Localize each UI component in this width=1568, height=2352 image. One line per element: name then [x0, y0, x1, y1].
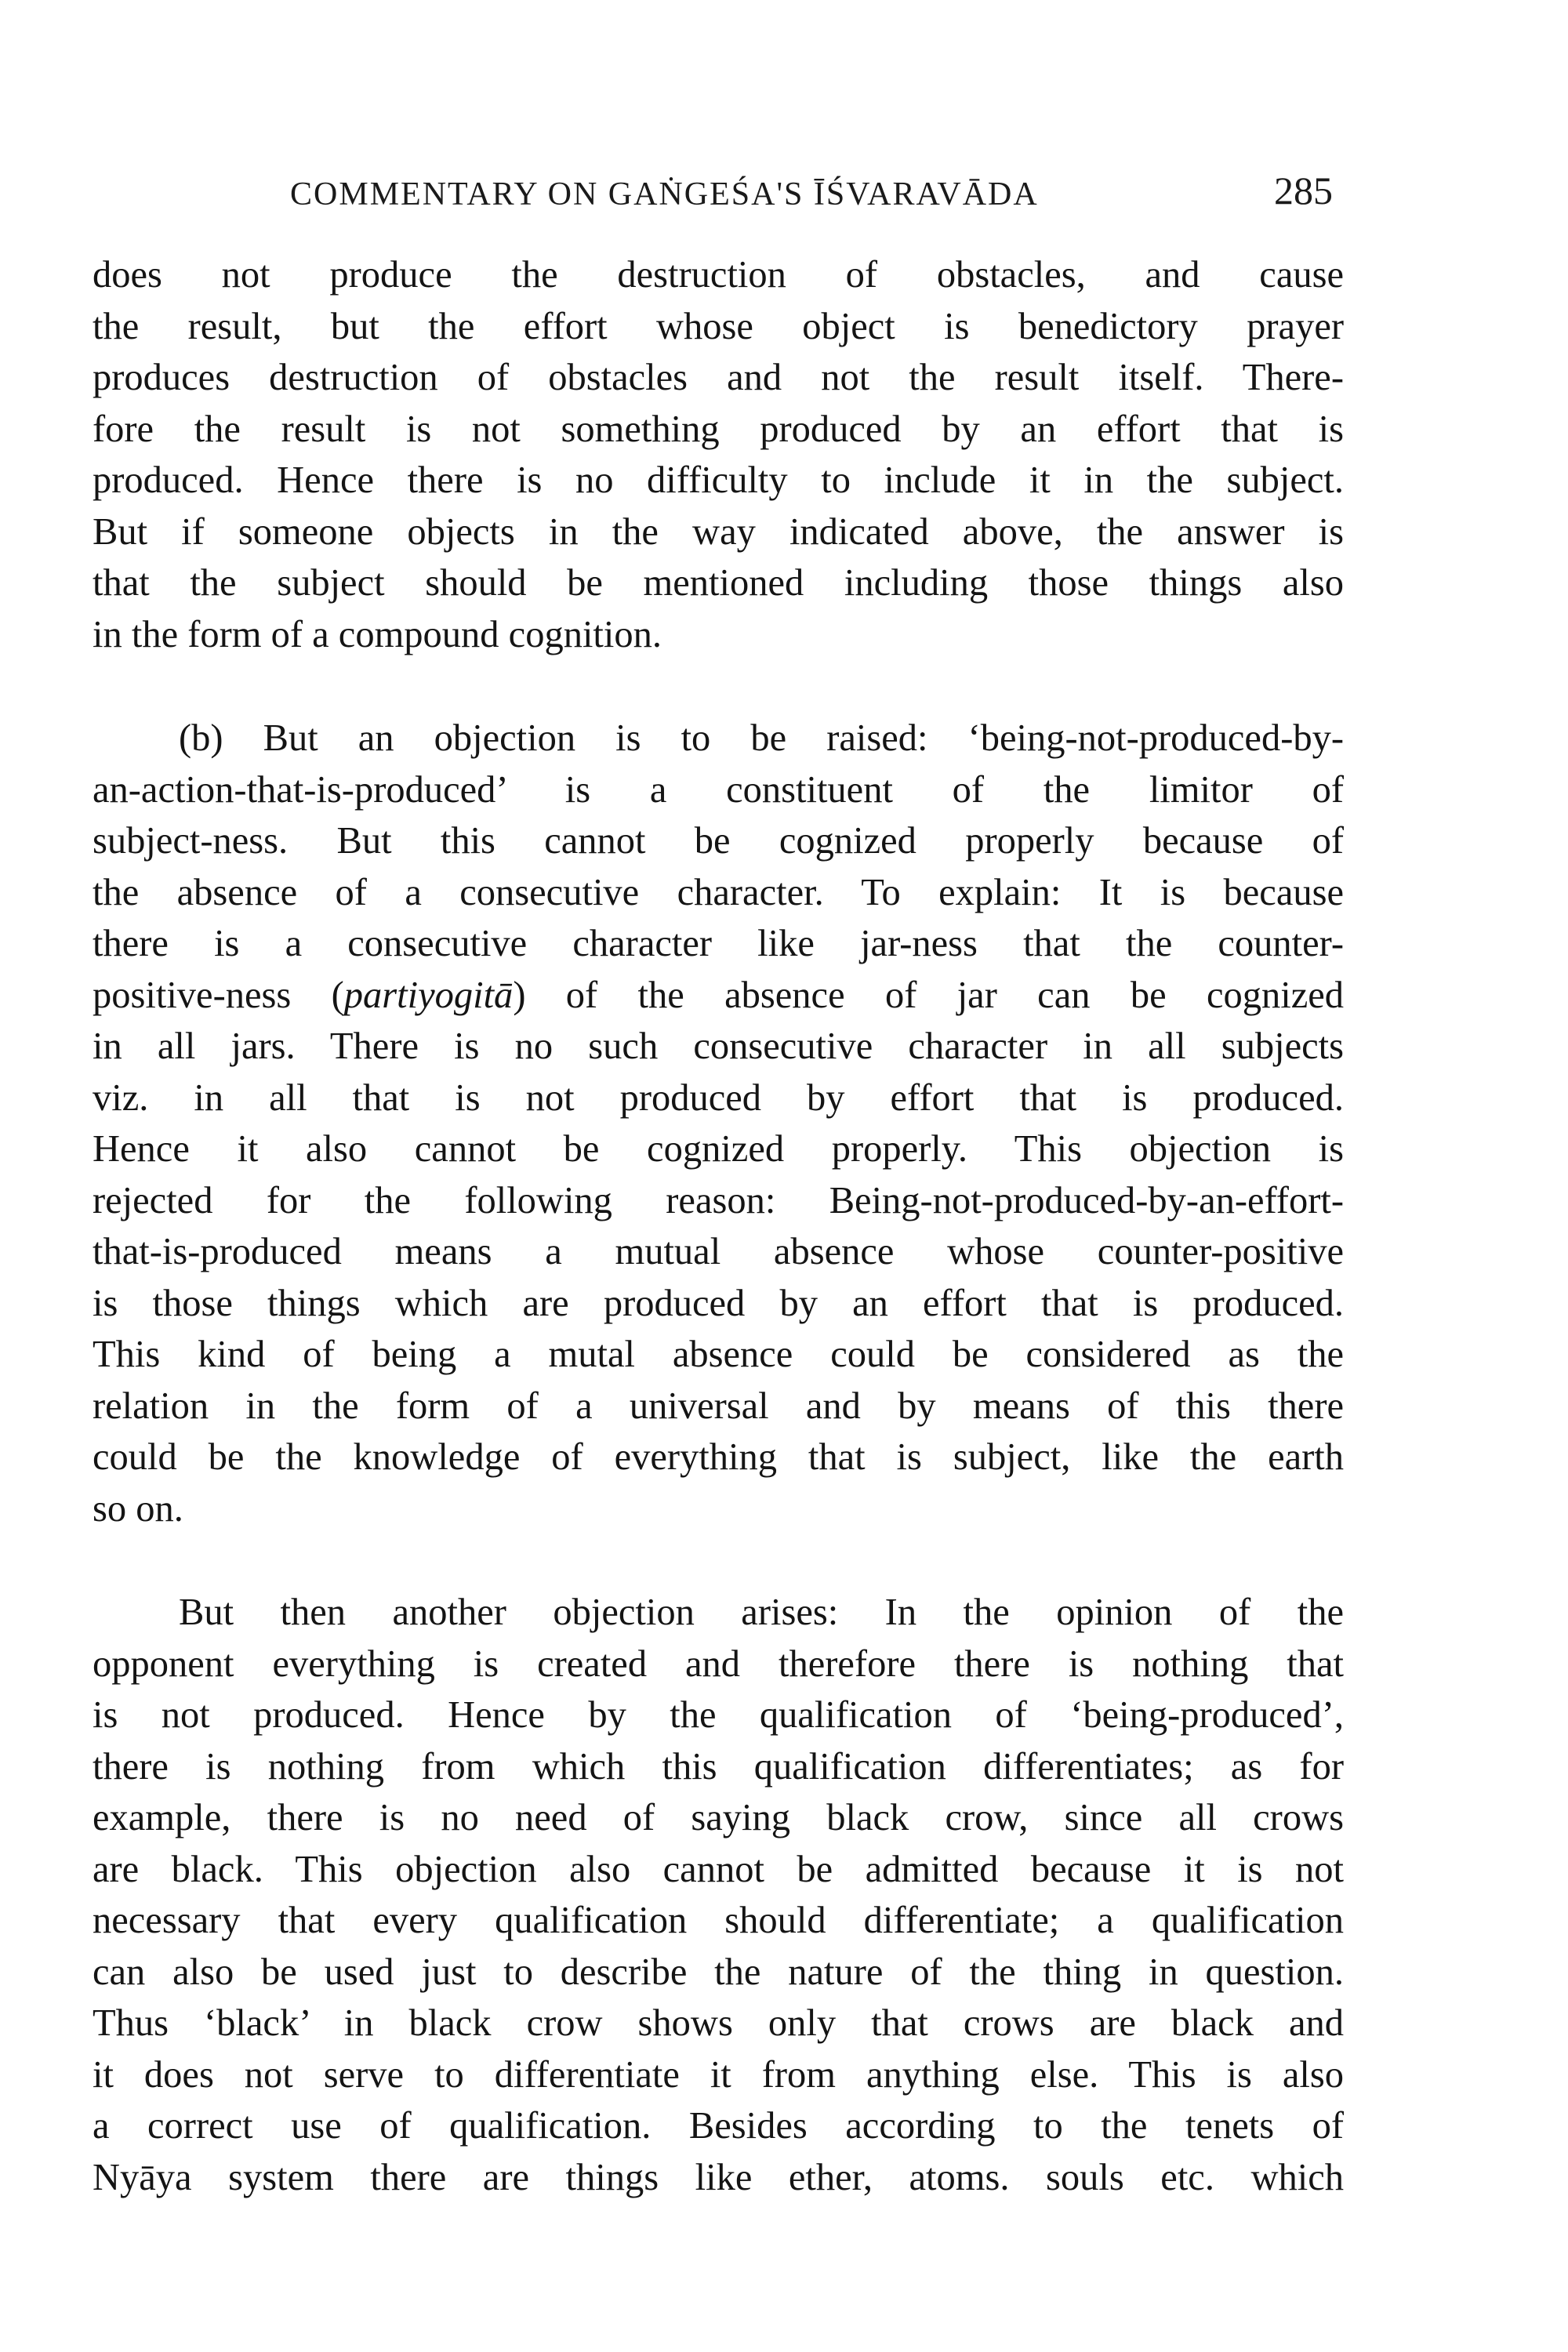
- paragraph-1: [93, 249, 1344, 660]
- running-head-title: COMMENTARY ON GAṄGEŚA'S ĪŚVARAVĀDA: [290, 176, 1039, 212]
- text-line: But if someone objects in the way indicated above, the answer is: [93, 510, 1344, 553]
- paragraph-2: [93, 713, 1344, 1534]
- text-line: viz. in all that is not produced by effort that is produced.: [93, 1076, 1344, 1119]
- text-fragment: positive-ness (: [93, 974, 344, 1016]
- text-line: can also be used just to describe the nature of the thing in question.: [93, 1951, 1344, 1993]
- text-line: This kind of being a mutal absence could be considered as the: [93, 1334, 1344, 1375]
- text-line-with-term: [93, 970, 1344, 1022]
- text-line: produces destruction of obstacles and not the result itself. There-: [93, 357, 1344, 398]
- text-line: could be the knowledge of everything that is subject, like the earth: [93, 1436, 1344, 1478]
- text-line: is not produced. Hence by the qualification of ‘being-produced’,: [93, 1694, 1344, 1736]
- text-line: so on.: [93, 1487, 183, 1530]
- text-line: in the form of a compound cognition.: [93, 613, 662, 655]
- text-line: subject-ness. But this cannot be cognized properly because of: [93, 820, 1344, 862]
- text-line: the absence of a consecutive character. To explain: It is because: [93, 871, 1344, 913]
- text-line: there is nothing from which this qualification differentiates; as for: [93, 1745, 1344, 1788]
- text-line: that the subject should be mentioned including those things also: [93, 562, 1344, 604]
- text-line: is those things which are produced by an effort that is produced.: [93, 1282, 1344, 1324]
- text-line: produced. Hence there is no difficulty to include it in the subject.: [93, 459, 1344, 501]
- text-line: there is a consecutive character like jar-ness that the counter-: [93, 923, 1344, 964]
- paragraph-gap: [93, 1534, 1344, 1587]
- text-line: the result, but the effort whose object is benedictory prayer: [93, 305, 1344, 347]
- text-line: necessary that every qualification should differentiate; a qualification: [93, 1900, 1344, 1941]
- paragraph-3: [93, 1587, 1344, 2203]
- text-line: (b) But an objection is to be raised: ‘being-not-produced-by-: [179, 717, 1344, 759]
- text-line: an-action-that-is-produced’ is a constituent of the limitor of: [93, 768, 1344, 811]
- text-line: rejected for the following reason: Being-not-produced-by-an-effort-: [93, 1179, 1344, 1221]
- sanskrit-term: partiyogitā: [343, 974, 514, 1016]
- text-line: relation in the form of a universal and by means of this there: [93, 1385, 1344, 1427]
- text-line: fore the result is not something produced by an effort that is: [93, 408, 1344, 450]
- text-line: a correct use of qualification. Besides according to the tenets of: [93, 2105, 1344, 2147]
- text-line: But then another objection arises: In the opinion of the: [179, 1592, 1344, 1633]
- text-line: in all jars. There is no such consecutive character in all subjects: [93, 1025, 1344, 1067]
- text-line: Thus ‘black’ in black crow shows only that crows are black and: [93, 2002, 1344, 2044]
- text-line: Hence it also cannot be cognized properly. This objection is: [93, 1128, 1344, 1170]
- text-line: does not produce the destruction of obstacles, and cause: [93, 254, 1344, 296]
- text-fragment: ) of the absence of jar can be cognized: [513, 974, 1344, 1016]
- text-line: Nyāya system there are things like ether, atoms. souls etc. which: [93, 2156, 1344, 2198]
- page-number: 285: [1274, 169, 1333, 212]
- text-line: example, there is no need of saying black crow, since all crows: [93, 1797, 1344, 1838]
- running-head: [290, 165, 1333, 220]
- text-line: opponent everything is created and therefore there is nothing that: [93, 1642, 1344, 1685]
- body-text: [93, 249, 1344, 2203]
- paragraph-gap: [93, 660, 1344, 713]
- text-line: are black. This objection also cannot be admitted because it is not: [93, 1848, 1344, 1890]
- text-line: that-is-produced means a mutual absence whose counter-positive: [93, 1231, 1344, 1272]
- text-line: it does not serve to differentiate it from anything else. This is also: [93, 2053, 1344, 2096]
